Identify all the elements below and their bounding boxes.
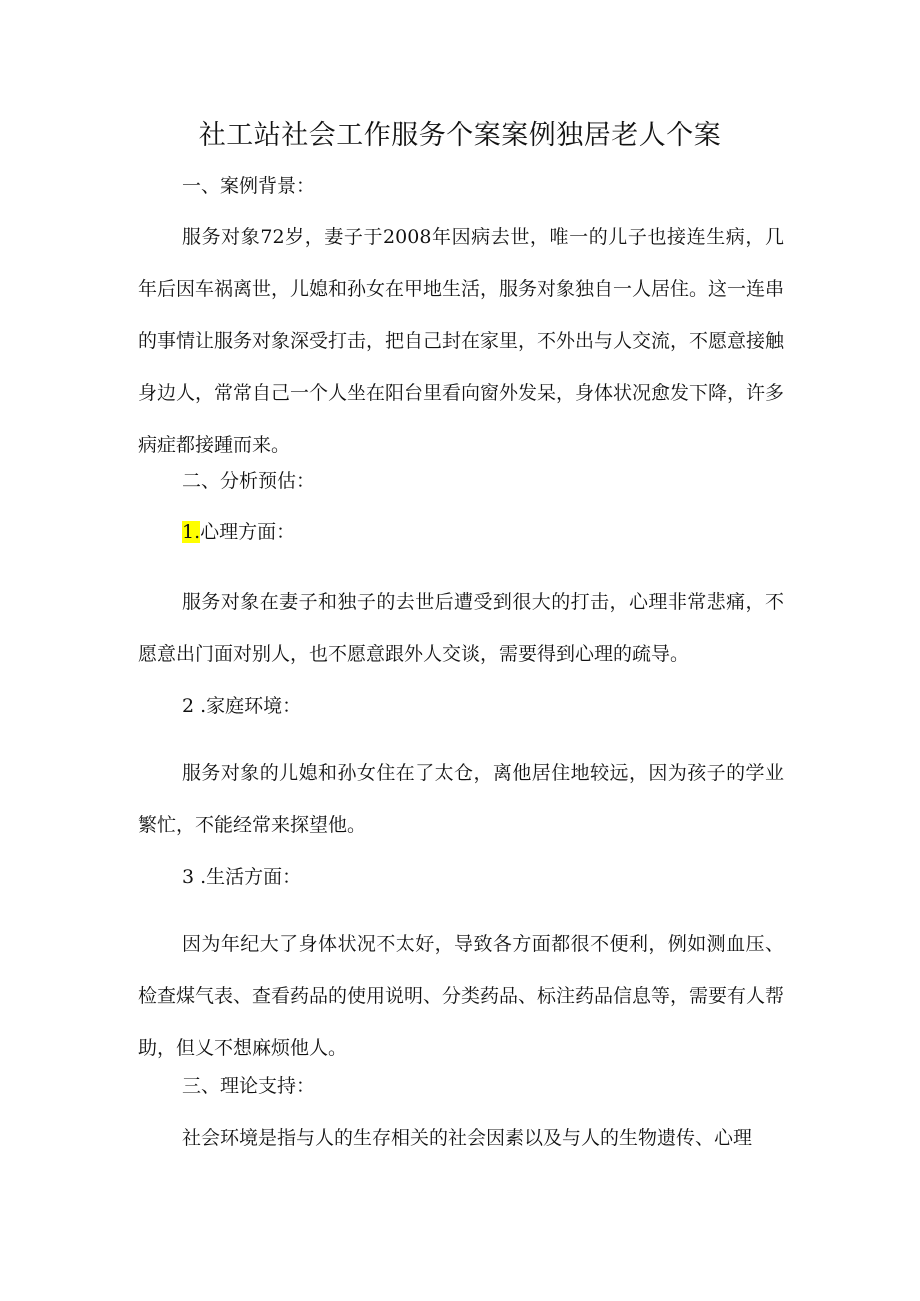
item-heading-family: 2 .家庭环境： [182,695,302,717]
section-heading-analysis: 二、分析预估： [182,470,316,492]
paragraph-psychology: 服务对象在妻子和独子的去世后遭受到很大的打击，心理非常悲痛，不愿意出门面对别人，也不愿意跟外人交谈，需要得到心理的疏导。 [138,591,784,665]
paragraph-background: 服务对象72岁，妻子于2008年因病去世，唯一的儿子也接连生病，几年后因车祸离世，儿媳和孙女在甲地生活，服务对象独自一人居住。这一连串的事情让服务对象深受打击，把自己封在家里，不外出与人交流，不愿意接触身边人，常常自己一个人坐在阳台里看向窗外发呆，身体状况愈发下降，许多病症都接踵而来。 [138,226,785,456]
section-heading-theory: 三、理论支持： [182,1075,316,1097]
paragraph-family: 服务对象的儿媳和孙女住在了太仓，离他居住地较远，因为孩子的学业繁忙，不能经常来探望他。 [138,762,784,836]
highlighted-item-number: 1. [182,521,201,543]
section-heading-background: 一、案例背景： [182,175,316,197]
item-heading-psychology [138,506,784,558]
paragraph-theory: 社会环境是指与人的生存相关的社会因素以及与人的生物遗传、心理 [182,1127,753,1149]
item-label-psychology: 心理方面： [200,521,296,543]
paragraph-life: 因为年纪大了身体状况不太好，导致各方面都很不便利，例如测血压、检查煤气表、查看药品的使用说明、分类药品、标注药品信息等，需要有人帮助，但乂不想麻烦他人。 [138,933,785,1059]
document-title: 社工站社会工作服务个案案例独居老人个案 [198,120,722,151]
item-heading-life: 3 .生活方面： [182,866,302,888]
